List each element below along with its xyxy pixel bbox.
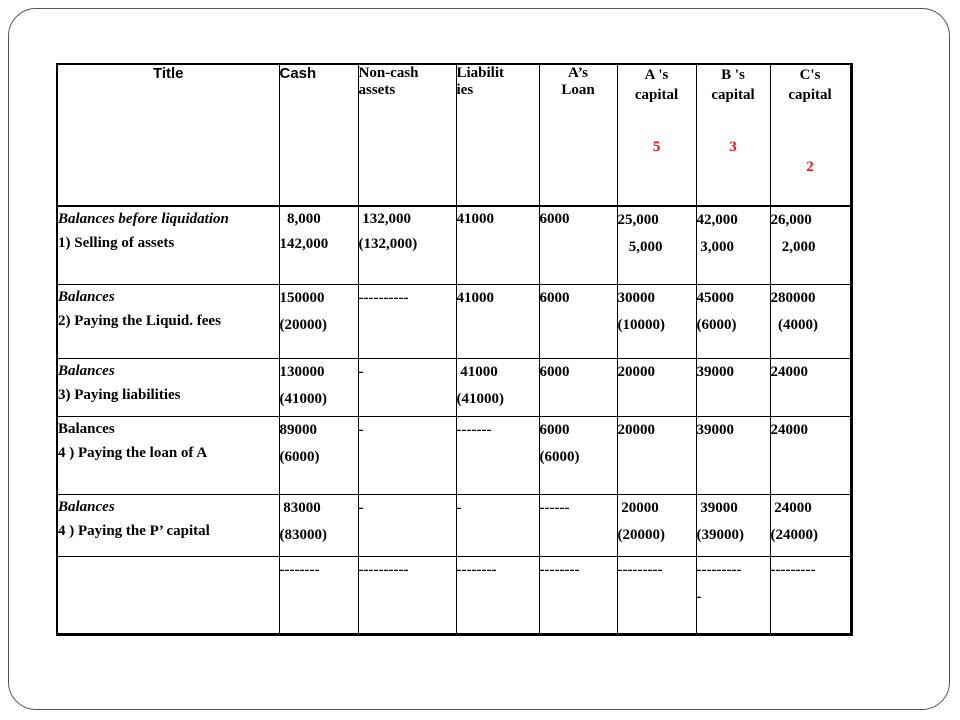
header-noncash bbox=[358, 64, 456, 206]
cell-a-capital bbox=[617, 416, 696, 494]
cell-a-capital bbox=[617, 206, 696, 284]
cell-line: 20000 bbox=[617, 363, 655, 380]
header-a-capital-line1: A 's bbox=[644, 67, 669, 83]
cell-line: - bbox=[456, 499, 462, 516]
cell-line: 39000 bbox=[696, 363, 734, 380]
cell-line: 5,000 bbox=[617, 239, 663, 255]
cell-c-capital bbox=[770, 416, 851, 494]
cell-line: 39000 bbox=[696, 499, 738, 516]
header-cash bbox=[279, 64, 358, 206]
table-row bbox=[57, 358, 851, 416]
cell-line: 3,000 bbox=[696, 239, 734, 255]
row-desc bbox=[57, 206, 279, 284]
header-b-capital-line2: capital bbox=[711, 87, 755, 103]
cell-line: ---------- bbox=[358, 289, 409, 306]
cell-noncash bbox=[358, 284, 456, 358]
cell-line: 142,000 bbox=[279, 236, 329, 252]
row-desc-line2: 4 ) Paying the loan of A bbox=[58, 444, 208, 461]
cell-line: 24000 bbox=[770, 499, 812, 516]
cell-line: (39000) bbox=[696, 526, 744, 543]
cell-cash bbox=[279, 284, 358, 358]
cell-liabilities bbox=[456, 284, 539, 358]
cell-line: 8,000 bbox=[279, 211, 321, 227]
cell-line: 41000 bbox=[456, 363, 498, 380]
cell-line: 130000 bbox=[279, 363, 325, 380]
cell-line: (41000) bbox=[279, 390, 327, 407]
cell-line: ---------- bbox=[358, 561, 409, 578]
cell-cash bbox=[279, 416, 358, 494]
cell-noncash bbox=[358, 416, 456, 494]
cell-liabilities bbox=[456, 416, 539, 494]
cell-a-capital bbox=[617, 494, 696, 556]
row-desc-line1: Balances bbox=[58, 420, 115, 437]
header-noncash-line2: assets bbox=[358, 82, 396, 98]
cell-liabilities bbox=[456, 556, 539, 634]
cell-line: (6000) bbox=[539, 448, 580, 465]
header-a-loan bbox=[539, 64, 617, 206]
cell-b-capital bbox=[696, 358, 770, 416]
table-row bbox=[57, 556, 851, 634]
cell-line: 24000 bbox=[770, 363, 808, 380]
table-row bbox=[57, 284, 851, 358]
row-desc-line2: 3) Paying liabilities bbox=[58, 386, 181, 403]
cell-line: 89000 bbox=[279, 421, 317, 438]
cell-noncash bbox=[358, 358, 456, 416]
cell-c-capital bbox=[770, 494, 851, 556]
cell-cash bbox=[279, 556, 358, 634]
cell-b-capital bbox=[696, 206, 770, 284]
cell-line: (6000) bbox=[696, 316, 737, 333]
cell-a-capital bbox=[617, 556, 696, 634]
cell-line: 39000 bbox=[696, 421, 734, 438]
row-desc bbox=[57, 284, 279, 358]
header-liabilities bbox=[456, 64, 539, 206]
cell-line: 20000 bbox=[617, 499, 659, 516]
cell-line: 6000 bbox=[539, 363, 570, 380]
cell-line: (20000) bbox=[617, 526, 665, 543]
cell-line: - bbox=[696, 588, 702, 605]
cell-a-loan bbox=[539, 284, 617, 358]
header-row bbox=[57, 64, 851, 206]
cell-b-capital bbox=[696, 494, 770, 556]
cell-a-loan bbox=[539, 556, 617, 634]
cell-line: (20000) bbox=[279, 316, 327, 333]
cell-line: --------- bbox=[617, 561, 663, 578]
cell-line: 30000 bbox=[617, 289, 655, 306]
header-liabilities-line2: ies bbox=[456, 82, 474, 98]
row-desc-line1: Balances bbox=[58, 362, 115, 379]
cell-line: -------- bbox=[279, 561, 320, 578]
cell-line: (83000) bbox=[279, 526, 327, 543]
header-c-ratio: 2 bbox=[806, 159, 814, 175]
header-title-text: Title bbox=[152, 65, 184, 82]
row-desc bbox=[57, 358, 279, 416]
cell-a-capital bbox=[617, 284, 696, 358]
table-row bbox=[57, 494, 851, 556]
row-desc bbox=[57, 416, 279, 494]
cell-line: ------ bbox=[539, 499, 570, 516]
row-desc-line1: Balances bbox=[58, 498, 115, 515]
row-desc bbox=[57, 556, 279, 634]
cell-line: 24000 bbox=[770, 421, 808, 438]
cell-line: --------- bbox=[770, 561, 816, 578]
cell-c-capital bbox=[770, 206, 851, 284]
cell-line: 41000 bbox=[456, 211, 494, 227]
cell-line: 6000 bbox=[539, 211, 570, 227]
cell-line: 6000 bbox=[539, 421, 570, 438]
header-b-capital-line1: B 's bbox=[721, 67, 745, 83]
row-desc-line1: Balances before liquidation bbox=[58, 211, 229, 227]
cell-line: (10000) bbox=[617, 316, 665, 333]
cell-line: --------- bbox=[696, 561, 742, 578]
row-desc-line1: Balances bbox=[58, 288, 115, 305]
header-liabilities-line1: Liabilit bbox=[456, 65, 505, 81]
cell-line: 41000 bbox=[456, 289, 494, 306]
header-a-loan-line1: A’s bbox=[568, 65, 588, 81]
cell-a-loan bbox=[539, 416, 617, 494]
cell-line: 20000 bbox=[617, 421, 655, 438]
cell-line: 83000 bbox=[279, 499, 321, 516]
cell-liabilities bbox=[456, 358, 539, 416]
liquidation-table bbox=[56, 63, 853, 636]
header-cash-text: Cash bbox=[279, 65, 317, 82]
cell-cash bbox=[279, 358, 358, 416]
cell-b-capital bbox=[696, 284, 770, 358]
table-row bbox=[57, 416, 851, 494]
cell-line: (41000) bbox=[456, 390, 504, 407]
cell-a-capital bbox=[617, 358, 696, 416]
header-a-capital bbox=[617, 64, 696, 206]
header-a-loan-line2: Loan bbox=[561, 82, 595, 98]
cell-line: -------- bbox=[456, 561, 497, 578]
cell-line: ------- bbox=[456, 421, 492, 438]
cell-line: - bbox=[358, 499, 364, 516]
cell-line: (24000) bbox=[770, 526, 818, 543]
cell-line: - bbox=[358, 363, 364, 380]
header-c-capital bbox=[770, 64, 851, 206]
cell-line: 26,000 bbox=[770, 212, 812, 228]
header-b-capital bbox=[696, 64, 770, 206]
row-desc-line2: 2) Paying the Liquid. fees bbox=[58, 312, 221, 329]
cell-a-loan bbox=[539, 494, 617, 556]
cell-cash bbox=[279, 494, 358, 556]
cell-noncash bbox=[358, 206, 456, 284]
cell-c-capital bbox=[770, 358, 851, 416]
cell-c-capital bbox=[770, 284, 851, 358]
header-a-ratio: 5 bbox=[652, 139, 661, 155]
table-row bbox=[57, 206, 851, 284]
cell-b-capital bbox=[696, 556, 770, 634]
header-c-capital-line1: C's bbox=[799, 67, 821, 83]
cell-liabilities bbox=[456, 494, 539, 556]
cell-line: 25,000 bbox=[617, 212, 659, 228]
header-title bbox=[57, 64, 279, 206]
cell-line: 150000 bbox=[279, 289, 325, 306]
cell-line: (4000) bbox=[770, 316, 818, 333]
row-desc-line2: 4 ) Paying the P’ capital bbox=[58, 522, 210, 539]
cell-liabilities bbox=[456, 206, 539, 284]
cell-line: - bbox=[358, 421, 364, 438]
cell-line: 42,000 bbox=[696, 212, 738, 228]
cell-b-capital bbox=[696, 416, 770, 494]
header-a-capital-line2: capital bbox=[634, 87, 679, 103]
cell-line: 2,000 bbox=[770, 239, 816, 255]
cell-line: 6000 bbox=[539, 289, 570, 306]
cell-line: -------- bbox=[539, 561, 580, 578]
cell-noncash bbox=[358, 556, 456, 634]
header-noncash-line1: Non-cash bbox=[358, 65, 419, 81]
cell-a-loan bbox=[539, 358, 617, 416]
row-desc-line2: 1) Selling of assets bbox=[58, 235, 175, 251]
cell-line: 132,000 bbox=[358, 211, 411, 227]
cell-line: (6000) bbox=[279, 448, 320, 465]
cell-c-capital bbox=[770, 556, 851, 634]
cell-line: (132,000) bbox=[358, 236, 418, 252]
header-b-ratio: 3 bbox=[729, 139, 737, 155]
row-desc bbox=[57, 494, 279, 556]
header-c-capital-line2: capital bbox=[788, 87, 832, 103]
cell-a-loan bbox=[539, 206, 617, 284]
cell-line: 280000 bbox=[770, 289, 816, 306]
cell-cash bbox=[279, 206, 358, 284]
cell-line: 45000 bbox=[696, 289, 734, 306]
cell-noncash bbox=[358, 494, 456, 556]
